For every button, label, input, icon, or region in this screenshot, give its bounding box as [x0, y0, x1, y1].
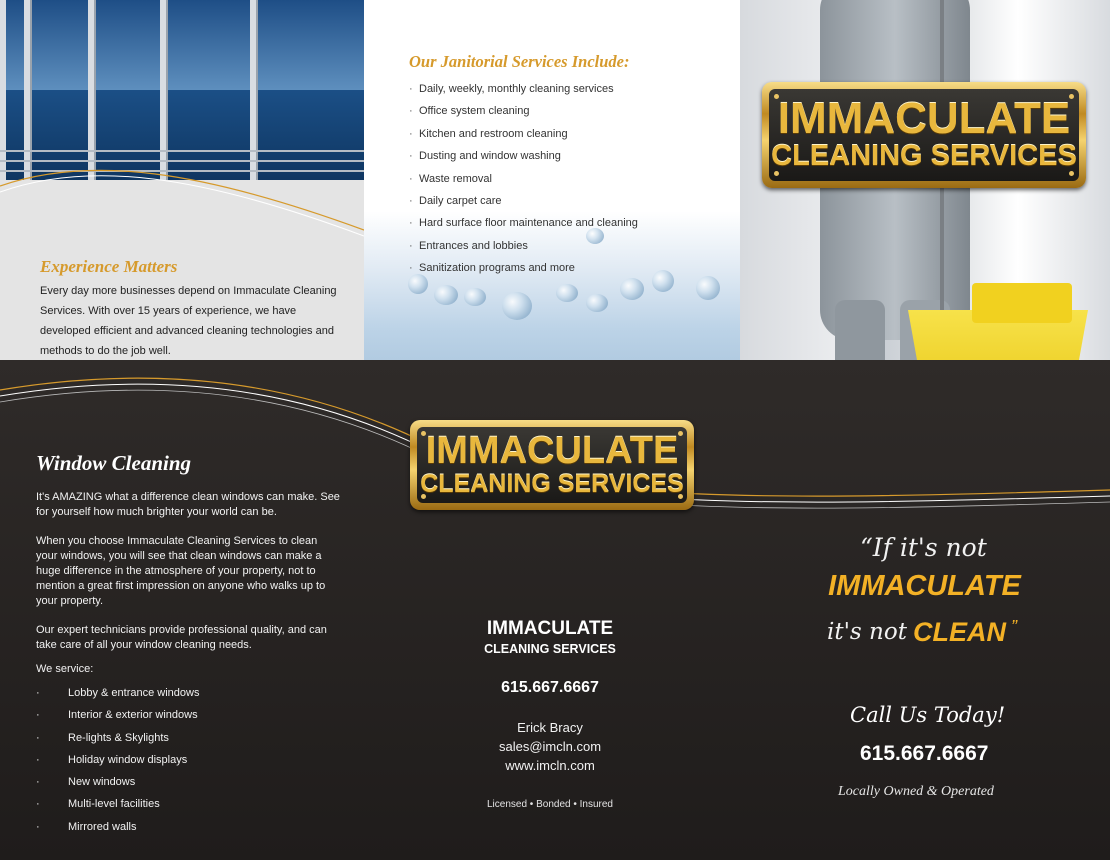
slogan-close-quote: ”: [1011, 617, 1017, 637]
list-item: · Entrances and lobbies: [409, 239, 528, 252]
window-cleaning-paragraph: When you choose Immaculate Cleaning Services to clean your windows, you will see that clean windows can make a huge difference in the atmosphere of your property, not to mention a great first impression on anyone who walks up to your property.: [36, 535, 326, 607]
list-item: · Waste removal: [409, 172, 492, 185]
list-item: · Dusting and window washing: [409, 150, 561, 163]
phone-number: 615.667.6667: [501, 679, 599, 696]
credentials: Licensed • Bonded • Insured: [487, 799, 613, 810]
list-item: · Sanitization programs and more: [409, 262, 575, 275]
logo-line1: IMMACULATE: [425, 430, 679, 472]
call-us-heading: Call Us Today!: [850, 703, 1006, 727]
list-item: · Hard surface floor maintenance and cleaning: [409, 217, 638, 230]
janitorial-services-list: [409, 78, 638, 280]
list-item: · Kitchen and restroom cleaning: [409, 127, 568, 140]
list-item: · Multi-level facilities: [36, 798, 160, 811]
company-name: IMMACULATE: [486, 618, 614, 639]
contact-person: Erick Bracy: [517, 720, 583, 735]
window-cleaning-paragraph: It's AMAZING what a difference clean windows can make. See for yourself how much brighter your world can be.: [36, 491, 340, 518]
slogan-clean: CLEAN: [913, 617, 1006, 647]
window-cleaning-paragraph: Our expert technicians provide professional quality, and can take care of all your window cleaning needs.: [36, 624, 327, 651]
service-intro: We service:: [36, 663, 94, 675]
company-logo: [410, 420, 694, 510]
list-item: · Interior & exterior windows: [36, 709, 198, 722]
logo-line1: IMMACULATE: [777, 94, 1071, 143]
slogan-line3: it's not: [827, 619, 907, 645]
list-item: · Daily carpet care: [409, 194, 502, 207]
janitorial-title: Our Janitorial Services Include:: [409, 52, 630, 71]
slogan-line2: IMMACULATE: [828, 570, 1021, 602]
list-item: · Re-lights & Skylights: [36, 731, 169, 744]
list-item: · Daily, weekly, monthly cleaning services: [409, 83, 614, 95]
list-item: · Lobby & entrance windows: [36, 687, 200, 699]
contact-email: sales@imcln.com: [498, 739, 602, 754]
list-item: · Holiday window displays: [36, 753, 188, 766]
phone-number: 615.667.6667: [860, 742, 989, 765]
window-cleaning-title: Window Cleaning: [36, 451, 192, 475]
logo-line2: CLEANING SERVICES: [771, 140, 1077, 172]
list-item: · Mirrored walls: [36, 820, 137, 833]
experience-body: Every day more businesses depend on Immaculate Cleaning Services. With over 15 years of experience, we have developed efficient and advanced cleaning technologies and methods to do the job well.: [40, 285, 337, 357]
company-logo: [762, 82, 1086, 188]
window-services-list: [36, 682, 199, 838]
slogan-line1: “If it's not: [860, 533, 987, 562]
list-item: · New windows: [36, 776, 136, 789]
gray-wave-shape: [0, 150, 364, 270]
tagline: Locally Owned & Operated: [838, 784, 994, 799]
contact-website: www.imcln.com: [505, 758, 595, 773]
experience-title: Experience Matters: [40, 257, 178, 276]
list-item: · Office system cleaning: [409, 105, 530, 118]
company-subname: CLEANING SERVICES: [484, 642, 616, 656]
logo-line2: CLEANING SERVICES: [420, 470, 684, 498]
